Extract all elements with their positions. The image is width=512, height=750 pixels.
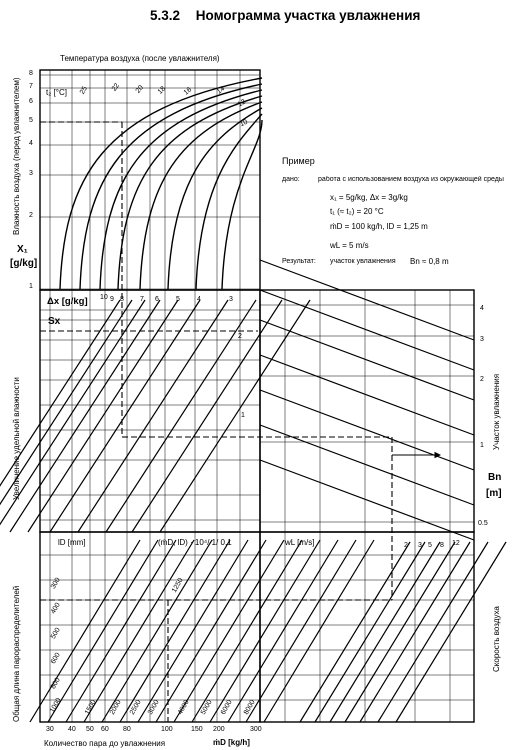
y-tick-1: 1	[29, 283, 33, 290]
wl-line	[396, 542, 506, 722]
diagonal-lines	[0, 260, 506, 722]
product-4000: 4000	[176, 699, 191, 716]
x-tick-40: 40	[68, 726, 76, 733]
dx-line-5: 5	[176, 296, 180, 303]
top-y-axis-title: Влажность воздуха (перед увлажнителем)	[12, 77, 21, 235]
section-number: 5.3.2	[150, 8, 181, 23]
ld-line	[48, 540, 158, 722]
dx-line-4: 4	[197, 296, 201, 303]
x-tick-30: 30	[46, 726, 54, 733]
wl-line	[330, 542, 440, 722]
curve-label-10: 10	[238, 118, 249, 129]
dx-line	[160, 300, 310, 532]
curve-label-16: 16	[182, 86, 194, 97]
bn-line	[260, 390, 474, 470]
ld-value-600: 600	[49, 651, 62, 666]
ld-line	[102, 540, 212, 722]
dx-line	[28, 300, 178, 532]
wl-value-12: 12	[452, 540, 460, 547]
dx-line-1: 1	[241, 412, 245, 419]
right-tick-3: 3	[480, 336, 484, 343]
x-tick-50: 50	[86, 726, 94, 733]
x-axis-title: Количество пара до увлажнения	[44, 739, 166, 748]
temperature-curve	[196, 114, 262, 289]
product-6000: 6000	[219, 699, 234, 716]
wl-value-3: 3	[418, 542, 422, 549]
ld-line	[228, 540, 338, 722]
bn-line	[260, 355, 474, 435]
ld-value-800: 800	[49, 676, 62, 691]
y-tick-7: 7	[29, 83, 33, 90]
result-text: участок увлажнения	[330, 258, 396, 265]
ld-line	[120, 540, 230, 722]
wl-value-5: 5	[428, 542, 432, 549]
product-1500: 1500	[83, 699, 98, 716]
curve-label-25: 25	[78, 85, 89, 96]
y-tick-4: 4	[29, 140, 33, 147]
product-5000: 5000	[199, 699, 214, 716]
x-tick-100: 100	[161, 726, 173, 733]
example-line-3: ṁD = 100 kg/h, lD = 1,25 m	[330, 222, 428, 231]
x-tick-80: 80	[123, 726, 131, 733]
dx-line-10: 10	[100, 294, 108, 301]
sx-label: Sx	[48, 316, 61, 327]
right-tick-1: 1	[480, 442, 484, 449]
wl-label: wL [m/s]	[285, 538, 315, 547]
right-tick-4: 4	[480, 305, 484, 312]
y-tick-6: 6	[29, 98, 33, 105]
dx-line-7: 7	[140, 296, 144, 303]
dx-line-8: 8	[120, 296, 124, 303]
result-value: Bn ≈ 0,8 m	[410, 257, 449, 266]
example-heading: Пример	[282, 156, 315, 166]
ld-line	[174, 540, 284, 722]
example-line-1: x₁ = 5g/kg, Δx = 3g/kg	[330, 193, 408, 202]
grid-lines	[40, 70, 474, 722]
ld-line	[210, 540, 320, 722]
result-label: Результат:	[282, 258, 316, 265]
temperature-curve	[222, 120, 262, 289]
ld-value-400: 400	[49, 601, 62, 616]
ld-line	[138, 540, 248, 722]
wl-line	[378, 542, 488, 722]
ld-line	[192, 540, 302, 722]
y-tick-2: 2	[29, 212, 33, 219]
bn-symbol: Bn	[488, 472, 502, 483]
example-line-4: wL = 5 m/s	[330, 241, 369, 250]
x-tick-150: 150	[191, 726, 203, 733]
dx-line	[106, 300, 256, 532]
x1-symbol: X₁	[17, 244, 28, 255]
dx-line-2: 2	[238, 333, 242, 340]
top-panel-title: Температура воздуха (после увлажнителя)	[60, 54, 220, 63]
middle-right-axis-title: Участок увлажнения	[492, 373, 501, 450]
x-tick-300: 300	[250, 726, 262, 733]
x-tick-200: 200	[213, 726, 225, 733]
bn-line	[260, 320, 474, 400]
ld-value-1000: 1000	[48, 697, 63, 714]
dx-line	[10, 300, 160, 532]
curve-label-20: 20	[134, 84, 146, 95]
ld-value-500: 500	[49, 626, 62, 641]
bn-line	[260, 290, 474, 370]
dx-line-3: 3	[229, 296, 233, 303]
title-text: Номограмма участка увлажнения	[195, 8, 421, 23]
x-axis-symbol: ṁD [kg/h]	[213, 738, 250, 747]
wl-value-8: 8	[440, 542, 444, 549]
wl-line	[315, 542, 425, 722]
t2-label: t₂ [°C]	[46, 88, 67, 97]
temperature-curve	[140, 102, 262, 289]
ld-line	[156, 540, 266, 722]
bn-unit: [m]	[486, 488, 502, 499]
product-8000: 8000	[242, 699, 257, 716]
product-2000: 2000	[108, 699, 123, 716]
ld-line	[84, 540, 194, 722]
wl-value-2: 2	[404, 542, 408, 549]
wl-line	[300, 542, 410, 722]
curve-label-12: 12	[236, 98, 248, 109]
bottom-right-axis-title: Скорость воздуха	[492, 606, 501, 672]
dx-line	[50, 300, 200, 532]
dx-line-6: 6	[155, 296, 159, 303]
given-text: работа с использованием воздуха из окружающей среды	[318, 176, 504, 183]
dx-line	[78, 300, 228, 532]
dx-line-9: 9	[110, 296, 114, 303]
y-tick-5: 5	[29, 117, 33, 124]
right-tick-2: 2	[480, 376, 484, 383]
given-label: дано:	[282, 176, 300, 183]
product-2500: 2500	[128, 699, 143, 716]
ld-line	[246, 540, 356, 722]
formula-label: (ṁD, lD) · 10⁴/ 1/ 0,1	[158, 538, 232, 547]
bn-line	[260, 460, 474, 540]
ld-line	[264, 540, 374, 722]
x1-unit: [g/kg]	[10, 258, 38, 269]
dx-label: Δx [g/kg]	[47, 296, 88, 307]
curve-label-22: 22	[110, 82, 122, 93]
example-line-2: t₁ (≈ t₂) = 20 °C	[330, 207, 384, 216]
curve-label-18: 18	[156, 85, 168, 96]
wl-line	[345, 542, 455, 722]
ld-value-300: 300	[49, 576, 62, 591]
bottom-y-axis-title: Общая длина парораспределителей	[12, 585, 21, 722]
temperature-curves	[60, 78, 262, 289]
x-tick-60: 60	[101, 726, 109, 733]
product-1250: 1250	[170, 577, 185, 594]
temperature-curve	[80, 84, 262, 289]
temperature-curve	[168, 108, 262, 289]
ld-label: lD [mm]	[58, 538, 86, 547]
middle-y-axis-title: Увеличение удельной влажности	[12, 377, 21, 500]
ld-line	[30, 540, 140, 722]
curve-label-14: 14	[215, 85, 227, 96]
y-tick-3: 3	[29, 170, 33, 177]
y-tick-8: 8	[29, 70, 33, 77]
product-3000: 3000	[146, 699, 161, 716]
ld-line	[66, 540, 176, 722]
right-tick-05: 0.5	[478, 520, 488, 527]
